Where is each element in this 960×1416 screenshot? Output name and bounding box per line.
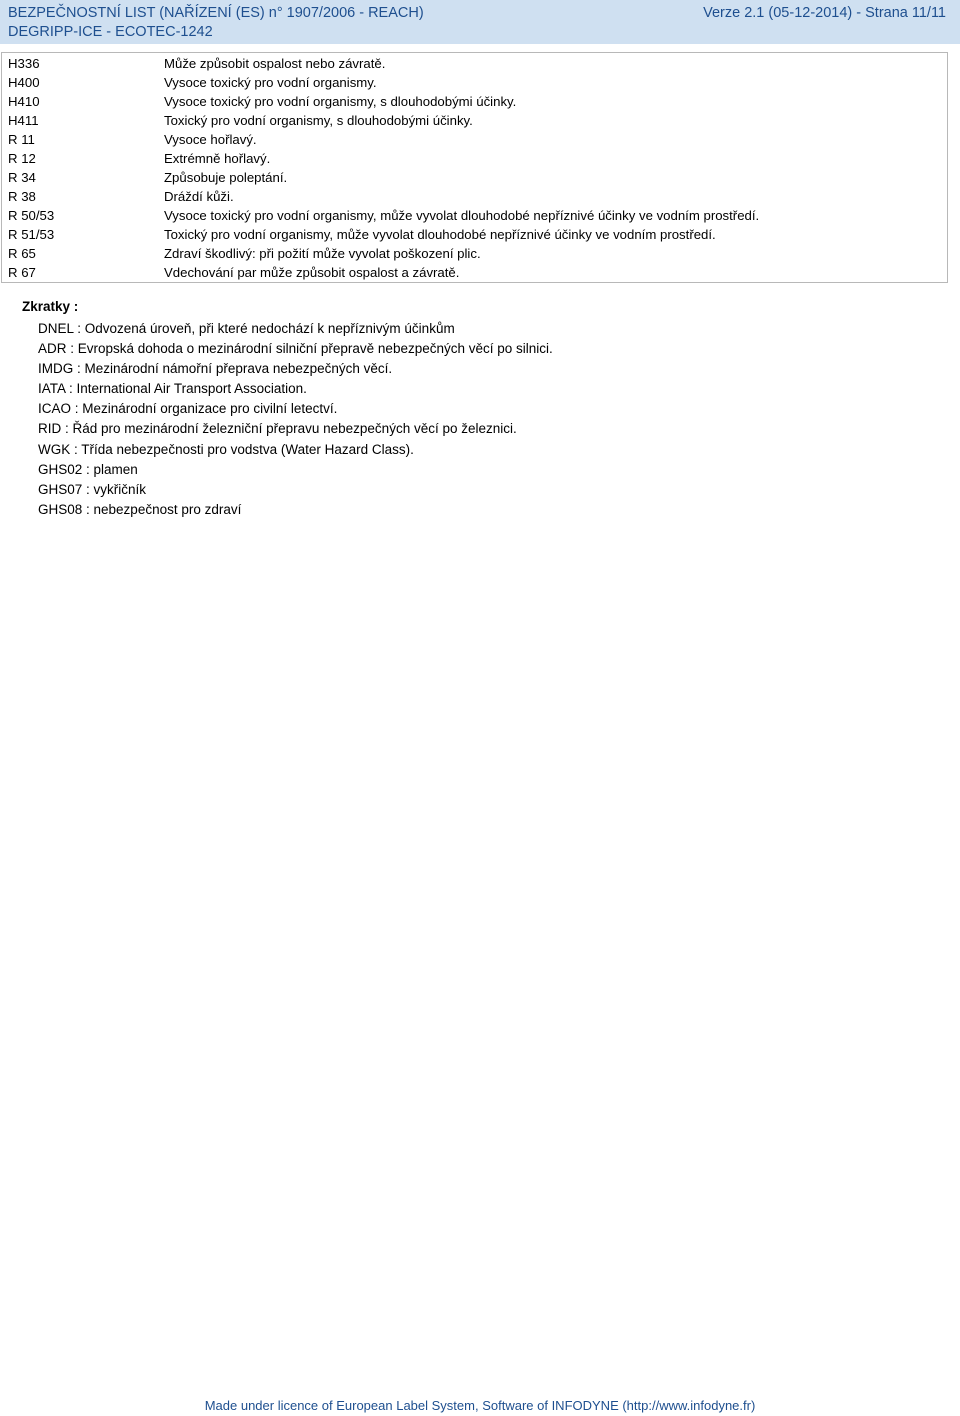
table-row [2,225,948,244]
version-page-info: Verze 2.1 (05-12-2014) - Strana 11/11 [703,5,946,21]
list-item: DNEL : Odvozená úroveň, při které nedochází k nepříznivým účinkům [38,321,455,336]
list-item: GHS08 : nebezpečnost pro zdraví [38,501,242,517]
list-item: RID : Řád pro mezinárodní železniční přepravu nebezpečných věcí po železnici. [38,421,517,437]
table-row [2,187,948,206]
phrase-code: R 11 [8,132,35,147]
list-item: IMDG : Mezinárodní námořní přeprava nebezpečných věcí. [38,361,393,377]
phrase-text: Zdraví škodlivý: při požití může vyvolat poškození plic. [164,246,481,261]
list-item: GHS02 : plamen [38,461,138,477]
phrase-code: R 38 [8,189,36,204]
phrase-code: R 34 [8,170,36,185]
table-row [2,130,948,149]
document-header [0,0,960,44]
phrase-code: R 67 [8,265,36,280]
header-product-row [8,23,946,41]
table-row [2,206,948,225]
page-footer [0,1397,960,1414]
phrase-code: R 51/53 [8,227,55,242]
table-row [2,111,948,130]
phrase-text: Může způsobit ospalost nebo závratě. [164,56,386,71]
phrase-text: Vysoce toxický pro vodní organismy. [164,75,377,90]
phrase-text: Vysoce toxický pro vodní organismy, může vyvolat dlouhodobé nepříznivé účinky ve vodním prostředí. [164,208,760,223]
abbreviations-heading: Zkratky : [22,299,79,314]
phrase-text: Extrémně hořlavý. [164,151,271,166]
phrase-text: Toxický pro vodní organismy, může vyvolat dlouhodobé nepříznivé účinky ve vodním prostředí. [164,227,716,242]
phrase-code: R 65 [8,246,36,261]
phrase-text: Vysoce toxický pro vodní organismy, s dlouhodobými účinky. [164,94,517,109]
phrase-code: H400 [8,75,40,90]
table-row [2,73,948,92]
phrase-text: Dráždí kůži. [164,189,234,204]
phrase-text: Toxický pro vodní organismy, s dlouhodobými účinky. [164,113,473,128]
table-row [2,263,948,283]
table-row [2,168,948,187]
phrase-text: Způsobuje poleptání. [164,170,288,185]
phrase-text: Vdechování par může způsobit ospalost a závratě. [164,265,460,280]
header-title-row [8,4,946,22]
table-row [2,244,948,263]
phrase-text: Vysoce hořlavý. [164,132,257,147]
document-title: BEZPEČNOSTNÍ LIST (NAŘÍZENÍ (ES) n° 1907/2006 - REACH) [8,5,424,21]
phrase-code: H336 [8,56,40,71]
table-row [2,53,948,74]
list-item: ICAO : Mezinárodní organizace pro civilní letectví. [38,401,338,417]
table-row [2,92,948,111]
abbreviations-list [38,319,553,520]
list-item: ADR : Evropská dohoda o mezinárodní silniční přepravě nebezpečných věcí po silnici. [38,341,553,357]
product-name: DEGRIPP-ICE - ECOTEC-1242 [8,24,213,40]
list-item: IATA : International Air Transport Association. [38,381,307,397]
footer-licence-text: Made under licence of European Label System, Software of INFODYNE (http://www.infodyne.fr) [204,1398,756,1413]
hazard-phrases-table [1,52,948,283]
phrase-code: R 50/53 [8,208,55,223]
phrase-code: H411 [8,113,39,128]
table-row [2,149,948,168]
phrase-code: H410 [8,94,40,109]
phrase-code: R 12 [8,151,36,166]
list-item: WGK : Třída nebezpečnosti pro vodstva (Water Hazard Class). [38,441,414,457]
list-item: GHS07 : vykřičník [38,481,147,497]
